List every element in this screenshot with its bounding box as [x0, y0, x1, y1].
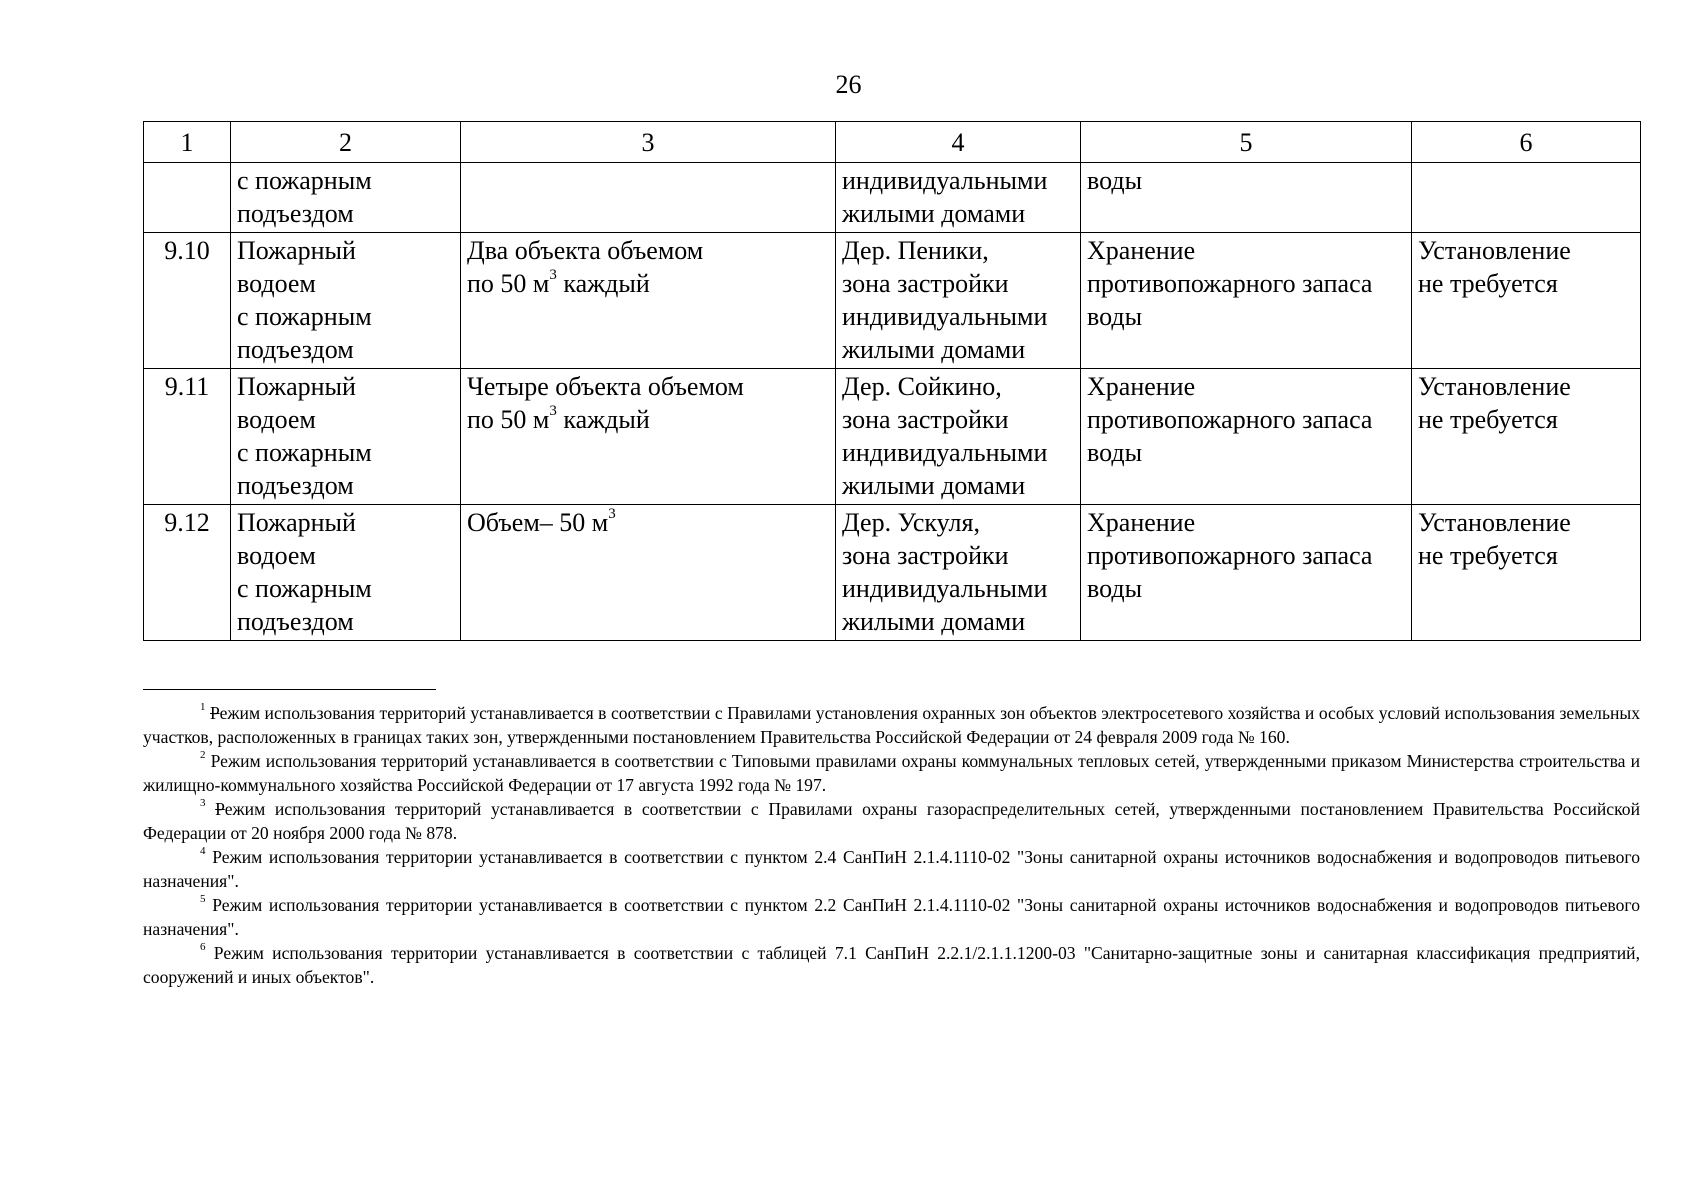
params-tail: каждый	[556, 269, 650, 298]
row-number-cell: 9.11	[144, 369, 231, 505]
footnote-mark: 6	[200, 941, 206, 954]
zone-cell: Установление не требуется	[1412, 505, 1641, 641]
footnote-text: ежим использования территорий устанавливается в соответствии с Правилами охраны газораспределительных сетей, утвержденными постановлением Правительства Российской Федерации от 20 ноября 2000 года № 878.	[143, 799, 1640, 843]
footnote-text: ежим использования территорий устанавливается в соответствии с Правилами установления охранных зон объектов электросетевого хозяйства и особых условий использования земельных участков, расположенных в границах таких зон, утвержденными постановлением Правительства Российской Федерации от 24 февраля 2009 года № 160.	[143, 703, 1641, 747]
purpose-cell: Хранение противопожарного запаса воды	[1081, 505, 1412, 641]
objects-table	[143, 121, 1641, 641]
column-header: 1	[144, 122, 231, 163]
row-number-cell	[144, 163, 231, 233]
location-cell: индивидуальными жилыми домами	[836, 163, 1081, 233]
footnote-struck-letter: Р	[215, 799, 225, 819]
column-header: 5	[1081, 122, 1412, 163]
row-number-cell: 9.12	[144, 505, 231, 641]
footnote	[143, 797, 1640, 845]
footnote-mark: 4	[200, 845, 206, 858]
location-cell: Дер. Пеники, зона застройки индивидуальными жилыми домами	[836, 233, 1081, 369]
table-header-row	[144, 122, 1641, 163]
table-row	[144, 163, 1641, 233]
column-header: 3	[461, 122, 836, 163]
object-name-cell: Пожарный водоем с пожарным подъездом	[231, 233, 461, 369]
purpose-cell: воды	[1081, 163, 1412, 233]
row-number-cell: 9.10	[144, 233, 231, 369]
object-params-cell	[461, 233, 836, 369]
location-cell: Дер. Ускуля, зона застройки индивидуальными жилыми домами	[836, 505, 1081, 641]
purpose-cell: Хранение противопожарного запаса воды	[1081, 233, 1412, 369]
params-text: Объем– 50 м	[467, 508, 609, 537]
footnote	[143, 941, 1640, 989]
location-cell: Дер. Сойкино, зона застройки индивидуальными жилыми домами	[836, 369, 1081, 505]
footnote-separator	[143, 689, 436, 690]
footnote-text: Режим использования территории устанавливается в соответствии с таблицей 7.1 СанПиН 2.2.1/2.1.1.1200-03 "Санитарно-защитные зоны и санитарная классификация предприятий, сооружений и иных объектов".	[143, 943, 1640, 987]
purpose-cell: Хранение противопожарного запаса воды	[1081, 369, 1412, 505]
params-text: Два объекта объемом по 50 м	[467, 236, 704, 298]
object-params-cell	[461, 505, 836, 641]
footnotes	[143, 701, 1640, 989]
table-row	[144, 505, 1641, 641]
footnote-text: Режим использования территорий устанавливается в соответствии с Типовыми правилами охраны коммунальных тепловых сетей, утвержденными приказом Министерства строительства и жилищно-коммунального хозяйства Российской Федерации от 17 августа 1992 года № 197.	[143, 751, 1640, 795]
object-name-cell: с пожарным подъездом	[231, 163, 461, 233]
params-text: Четыре объекта объемом по 50 м	[467, 372, 744, 434]
footnote	[143, 701, 1640, 749]
zone-cell: Установление не требуется	[1412, 233, 1641, 369]
object-name-cell: Пожарный водоем с пожарным подъездом	[231, 505, 461, 641]
object-params-cell	[461, 369, 836, 505]
table-row	[144, 233, 1641, 369]
footnote-text: Режим использования территории устанавливается в соответствии с пунктом 2.2 СанПиН 2.1.4.1110-02 "Зоны санитарной охраны источников водоснабжения и водопроводов питьевого назначения".	[143, 895, 1640, 939]
footnote-mark: 5	[200, 893, 206, 906]
footnote	[143, 893, 1640, 941]
params-superscript: 3	[608, 506, 616, 523]
params-tail: каждый	[556, 405, 650, 434]
footnote-mark: 3	[200, 797, 206, 810]
column-header: 4	[836, 122, 1081, 163]
params-superscript: 3	[549, 267, 557, 284]
footnote	[143, 749, 1640, 797]
column-header: 6	[1412, 122, 1641, 163]
footnote-mark: 2	[200, 749, 206, 762]
page-number: 26	[835, 70, 862, 99]
footnote-text: Режим использования территории устанавливается в соответствии с пунктом 2.4 СанПиН 2.1.4.1110-02 "Зоны санитарной охраны источников водоснабжения и водопроводов питьевого назначения".	[143, 847, 1640, 891]
column-header: 2	[231, 122, 461, 163]
footnote	[143, 845, 1640, 893]
object-params-cell	[461, 163, 836, 233]
zone-cell	[1412, 163, 1641, 233]
table-row	[144, 369, 1641, 505]
zone-cell: Установление не требуется	[1412, 369, 1641, 505]
params-superscript: 3	[549, 403, 557, 420]
object-name-cell: Пожарный водоем с пожарным подъездом	[231, 369, 461, 505]
footnote-mark: 1	[200, 701, 206, 714]
footnote-struck-letter: Р	[210, 703, 220, 723]
